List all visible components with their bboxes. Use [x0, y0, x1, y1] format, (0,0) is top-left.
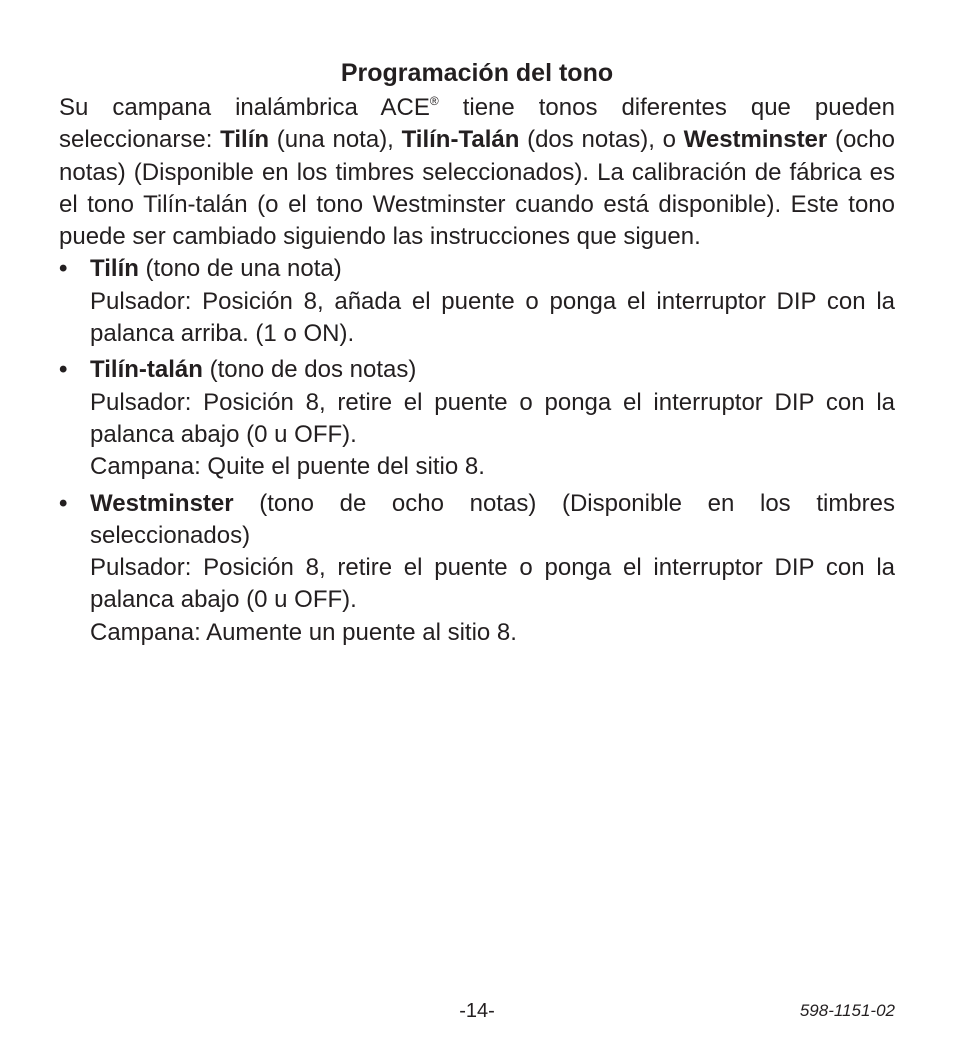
bullet: •	[59, 356, 68, 384]
tone-item-name: Tilín-talán	[90, 356, 203, 384]
tone-name-westminster: Westminster	[683, 126, 828, 154]
pulsador-instruction: Pulsador: Posición 8, retire el puente o ponga el interruptor DIP con la palanca abajo (0 u OFF).	[90, 554, 895, 614]
bullet: •	[59, 489, 68, 517]
tone-item-name: Tilín	[90, 255, 139, 283]
tone-item-desc: (tono de ocho notas) (Disponible en los timbres seleccionados)	[90, 489, 895, 549]
intro-text-2: tiene tonos diferentes que pueden seleccionarse:	[59, 94, 895, 154]
campana-instruction: Campana: Aumente un puente al sitio 8.	[90, 618, 517, 646]
intro-text-1: Su campana inalámbrica ACE	[59, 94, 430, 121]
intro-paragraph	[59, 92, 895, 253]
tone-heading	[90, 488, 895, 553]
tone-item-westminster	[59, 488, 895, 649]
registered-mark: ®	[429, 94, 439, 108]
pulsador-instruction: Pulsador: Posición 8, añada el puente o ponga el interruptor DIP con la palanca arriba. (1 o ON).	[90, 287, 895, 348]
intro-text-3: (una nota),	[269, 126, 402, 154]
page-content	[59, 54, 895, 649]
tone-heading	[90, 354, 895, 386]
bullet: •	[59, 255, 68, 283]
pulsador-instruction: Pulsador: Posición 8, retire el puente o ponga el interruptor DIP con la palanca abajo (0 u OFF).	[90, 388, 895, 448]
tone-heading	[90, 253, 895, 285]
tone-item-desc: (tono de dos notas)	[202, 356, 417, 384]
intro-text-4: (dos notas), o	[519, 126, 684, 154]
tone-item-desc: (tono de una nota)	[138, 255, 342, 283]
campana-instruction: Campana: Quite el puente del sitio 8.	[90, 453, 485, 481]
tone-item-name: Westminster	[90, 489, 234, 517]
section-title: Programación del tono	[340, 59, 614, 87]
tone-item-tilin	[59, 253, 895, 350]
document-code: 598-1151-02	[799, 1001, 895, 1020]
intro-text-5: (ocho notas) (Disponible en los timbres seleccionados). La calibración de fábrica es el tono Tilín-talán (o el tono Westminster cuando está disponible). Este tono puede ser cambiado siguiendo las instrucciones que siguen.	[59, 126, 895, 251]
tone-name-tilin: Tilín	[220, 126, 270, 154]
tone-list	[59, 253, 895, 649]
tone-item-tilin-talan	[59, 354, 895, 483]
tone-name-tilin-talan: Tilín-Talán	[401, 126, 520, 154]
page-number: -14-	[459, 1000, 495, 1022]
